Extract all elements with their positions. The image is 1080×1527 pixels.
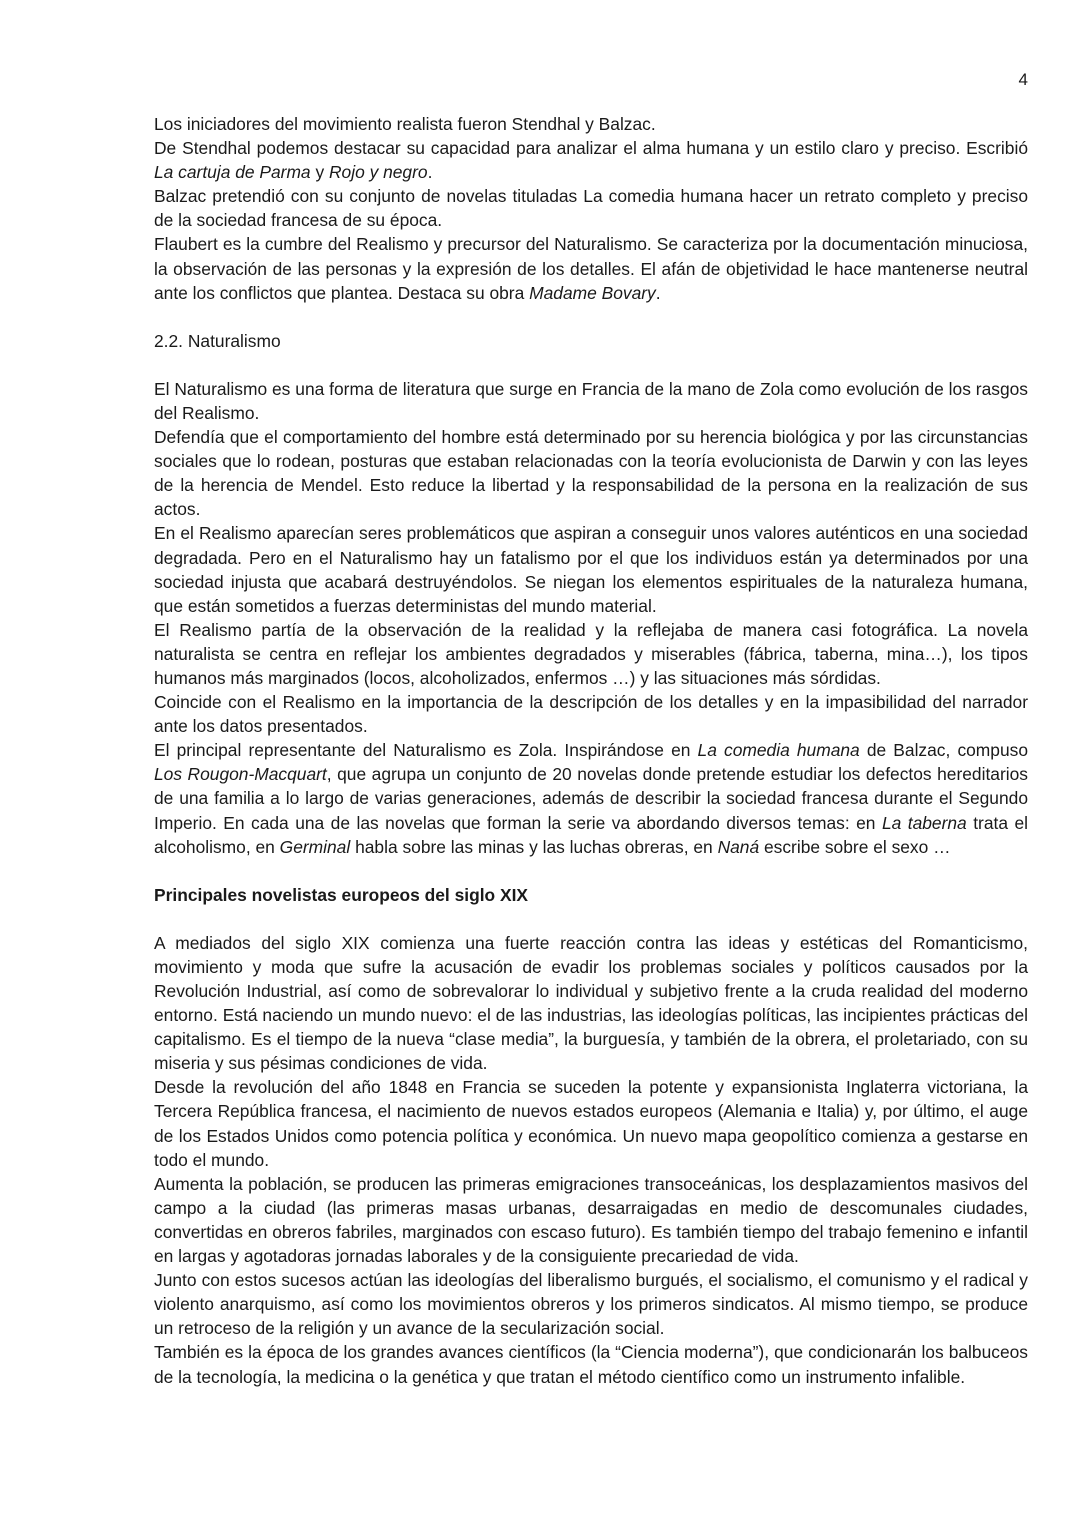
novelistas-paragraph-5: También es la época de los grandes avances científicos (la “Ciencia moderna”), que condicionarán los balbuceos de la tecnología, la medicina o la genética y que tratan el método científico como un instrumento infalible.: [154, 1342, 1028, 1387]
page-number: 4: [1018, 70, 1028, 89]
naturalismo-paragraph-4: El Realismo partía de la observación de la realidad y la reflejaba de manera casi fotográfica. La novela naturalista se centra en reflejar los ambientes degradados y miserables (fábrica, taberna, mina…), los tipos humanos más marginados (locos, alcoholizados, enfermos …) y las situaciones más sórdidas.: [154, 619, 1028, 688]
work-title: Naná: [717, 836, 760, 857]
realismo-paragraph-4: Flaubert es la cumbre del Realismo y precursor del Naturalismo. Se caracteriza por la documentación minuciosa, la observación de las personas y la expresión de los detalles. El afán de objetividad le hace mantenerse neutral ante los conflictos que plantea. Destaca su obra Madame Bovary.: [154, 234, 1028, 303]
work-title: Los Rougon-Macquart: [154, 764, 327, 785]
work-title: Rojo y negro: [328, 162, 428, 183]
novelistas-section: [154, 883, 1028, 1389]
naturalismo-paragraph-1: El Naturalismo es una forma de literatura que surge en Francia de la mano de Zola como evolución de los rasgos del Realismo.: [154, 378, 1028, 423]
work-title: La comedia humana: [697, 740, 860, 761]
realismo-paragraph-1: Los iniciadores del movimiento realista fueron Stendhal y Balzac.: [154, 114, 656, 134]
novelistas-paragraph-2: Desde la revolución del año 1848 en Francia se suceden la potente y expansionista Inglaterra victoriana, la Tercera República francesa, el nacimiento de nuevos estados europeos (Alemania e Italia) y, por último, el auge de los Estados Unidos como potencia política y económica. Un nuevo mapa geopolítico comienza a gestarse en todo el mundo.: [154, 1077, 1028, 1170]
work-title: Madame Bovary: [529, 282, 656, 303]
realismo-section: [154, 112, 1028, 305]
section-heading-novelistas: Principales novelistas europeos del siglo XIX: [154, 884, 529, 905]
realismo-paragraph-2: De Stendhal podemos destacar su capacidad para analizar el alma humana y un estilo claro y preciso. Escribió La cartuja de Parma y Rojo y negro.: [154, 138, 1028, 183]
naturalismo-paragraph-6: El principal representante del Naturalismo es Zola. Inspirándose en La comedia humana de Balzac, compuso Los Rougon-Macquart, que agrupa un conjunto de 20 novelas donde pretende estudiar los defectos hereditarios de una familia a lo largo de varias generaciones, además de describir la sociedad francesa durante el Segundo Imperio. En cada una de las novelas que forman la serie va abordando diversos temas: en La taberna trata el alcoholismo, en Germinal habla sobre las minas y las luchas obreras, en Naná escribe sobre el sexo …: [154, 740, 1029, 857]
work-title: La taberna: [881, 812, 967, 833]
section-title-naturalismo: 2.2. Naturalismo: [154, 330, 281, 351]
naturalismo-paragraph-3: En el Realismo aparecían seres problemáticos que aspiran a conseguir unos valores auténticos en una sociedad degradada. Pero en el Naturalismo hay un fatalismo por el que los individuos están ya determinados por una sociedad injusta que acabará destruyéndolos. Se niegan los elementos espirituales de la naturaleza humana, que están sometidos a fuerzas deterministas del mundo material.: [154, 523, 1028, 616]
realismo-paragraph-3: Balzac pretendió con su conjunto de novelas tituladas La comedia humana hacer un retrato completo y preciso de la sociedad francesa de su época.: [154, 186, 1028, 231]
novelistas-paragraph-4: Junto con estos sucesos actúan las ideologías del liberalismo burgués, el socialismo, el comunismo y el radical y violento anarquismo, así como los movimientos obreros y los primeros sindicatos. Al mismo tiempo, se produce un retroceso de la religión y un avance de la secularización social.: [154, 1270, 1028, 1339]
naturalismo-section: [154, 329, 1028, 859]
novelistas-paragraph-1: A mediados del siglo XIX comienza una fuerte reacción contra las ideas y estéticas del Romanticismo, movimiento y moda que sufre la acusación de evadir los problemas sociales y políticos causados por la Revolución Industrial, así como de sobrevalorar lo individual y subjetivo frente a la cruda realidad del moderno entorno. Está naciendo un mundo nuevo: el de las industrias, las ideologías políticas, las incipientes prácticas del capitalismo. Es el tiempo de la nueva “clase media”, la burguesía, y también de la obrera, el proletariado, con su miseria y sus pésimas condiciones de vida.: [154, 932, 1028, 1074]
novelistas-paragraph-3: Aumenta la población, se producen las primeras emigraciones transoceánicas, los desplazamientos masivos del campo a la ciudad (las primeras masas urbanas, desarraigadas en medio de descomunales ciudades, convertidas en obreros fabriles, marginados con escaso futuro). Es también tiempo del trabajo femenino e infantil en largas y agotadoras jornadas laborales y de la consiguiente precariedad de vida.: [154, 1173, 1028, 1267]
document-body: [154, 112, 1028, 1389]
work-title: Germinal: [279, 836, 351, 857]
naturalismo-paragraph-2: Defendía que el comportamiento del hombre está determinado por su herencia biológica y por las circunstancias sociales que lo rodean, posturas que estaban relacionadas con la teoría evolucionista de Darwin y con las leyes de la herencia de Mendel. Esto reduce la libertad y la responsabilidad de la persona en la realización de sus actos.: [154, 427, 1028, 520]
work-title: La cartuja de Parma: [154, 162, 311, 183]
naturalismo-paragraph-5: Coincide con el Realismo en la importancia de la descripción de los detalles y en la impasibilidad del narrador ante los datos presentados.: [154, 692, 1028, 737]
